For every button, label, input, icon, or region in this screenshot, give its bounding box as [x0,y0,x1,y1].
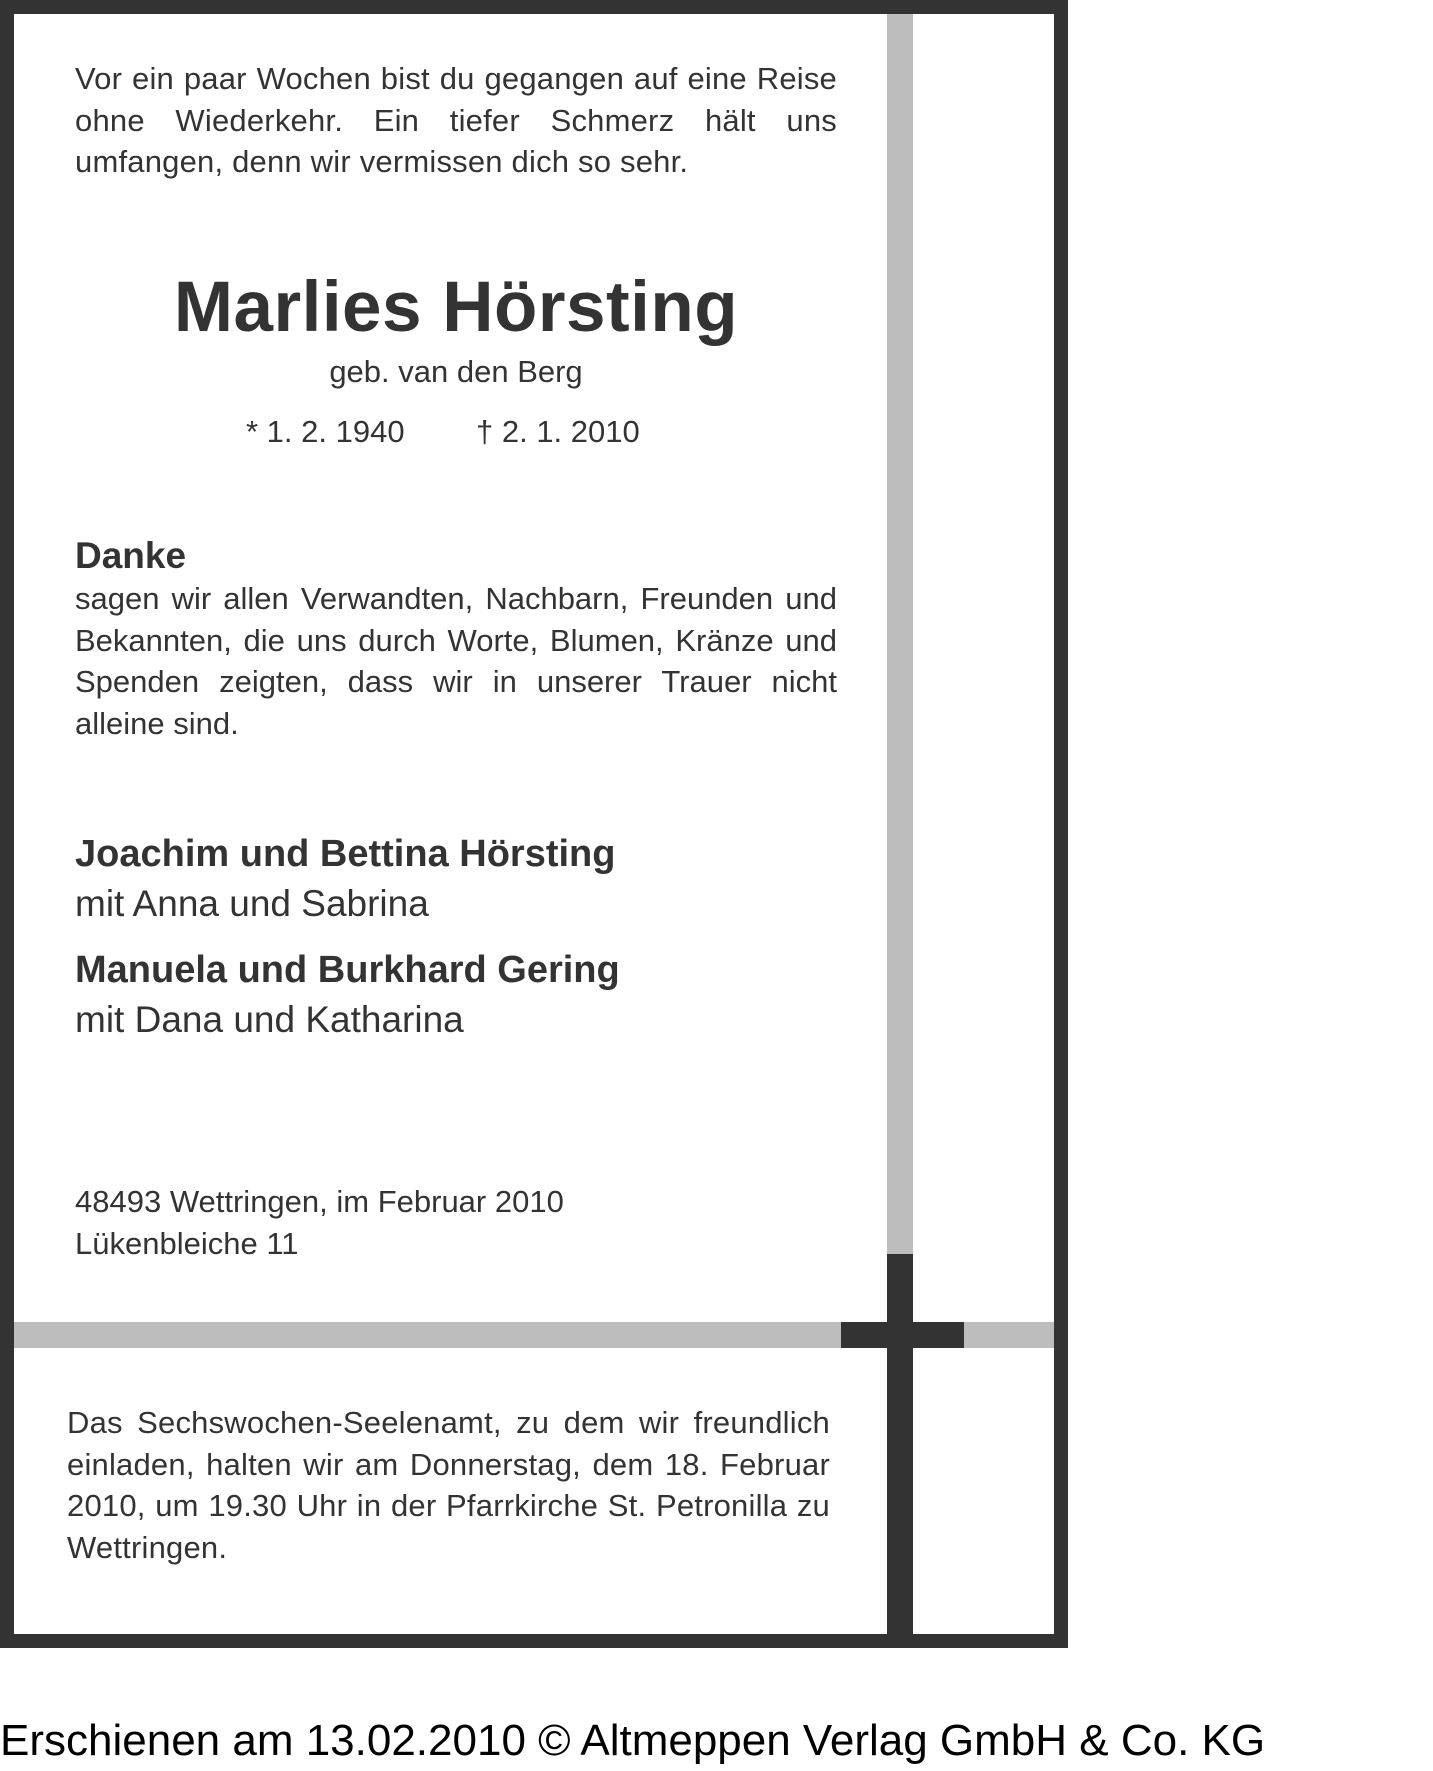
thanks-title: Danke [75,535,187,576]
cross-vertical-upper-bar [887,14,913,1254]
family-name: Manuela und Burkhard Gering [75,949,620,991]
cross-vertical-lower-bar [887,1254,913,1634]
family-children: mit Dana und Katharina [75,999,464,1040]
street-address: Lükenbleiche 11 [75,1226,299,1261]
place-date: 48493 Wettringen, im Februar 2010 [75,1184,564,1219]
cross-horizontal-left-bar [14,1322,841,1348]
family-name: Joachim und Bettina Hörsting [75,833,616,875]
cross-horizontal-right-bar [964,1322,1054,1348]
thanks-text: sagen wir allen Verwandten, Nachbarn, Freunden und Bekannten, die uns durch Worte, Blumen, Kränze und Spenden zeigten, dass wir in unserer Trauer nicht alleine sind. [75,581,837,741]
memorial-service-text: Das Sechswochen-Seelenamt, zu dem wir freundlich einladen, halten wir am Donnerstag, dem 18. Februar 2010, um 19.30 Uhr in der Pfarrkirche St. Petronilla zu Wettringen. [67,1405,830,1565]
family-children: mit Anna und Sabrina [75,883,429,924]
deceased-name: Marlies Hörsting [173,268,739,347]
death-date: † 2. 1. 2010 [476,414,640,449]
cross-center-bar [841,1322,964,1348]
publication-credit: Erschienen am 13.02.2010 © Altmeppen Verlag GmbH & Co. KG [0,1716,1266,1765]
intro-text: Vor ein paar Wochen bist du gegangen auf eine Reise ohne Wiederkehr. Ein tiefer Schmerz hält uns umfangen, denn wir vermissen dich so sehr. [75,61,837,179]
maiden-name: geb. van den Berg [329,354,583,389]
birth-date: * 1. 2. 1940 [246,414,405,449]
